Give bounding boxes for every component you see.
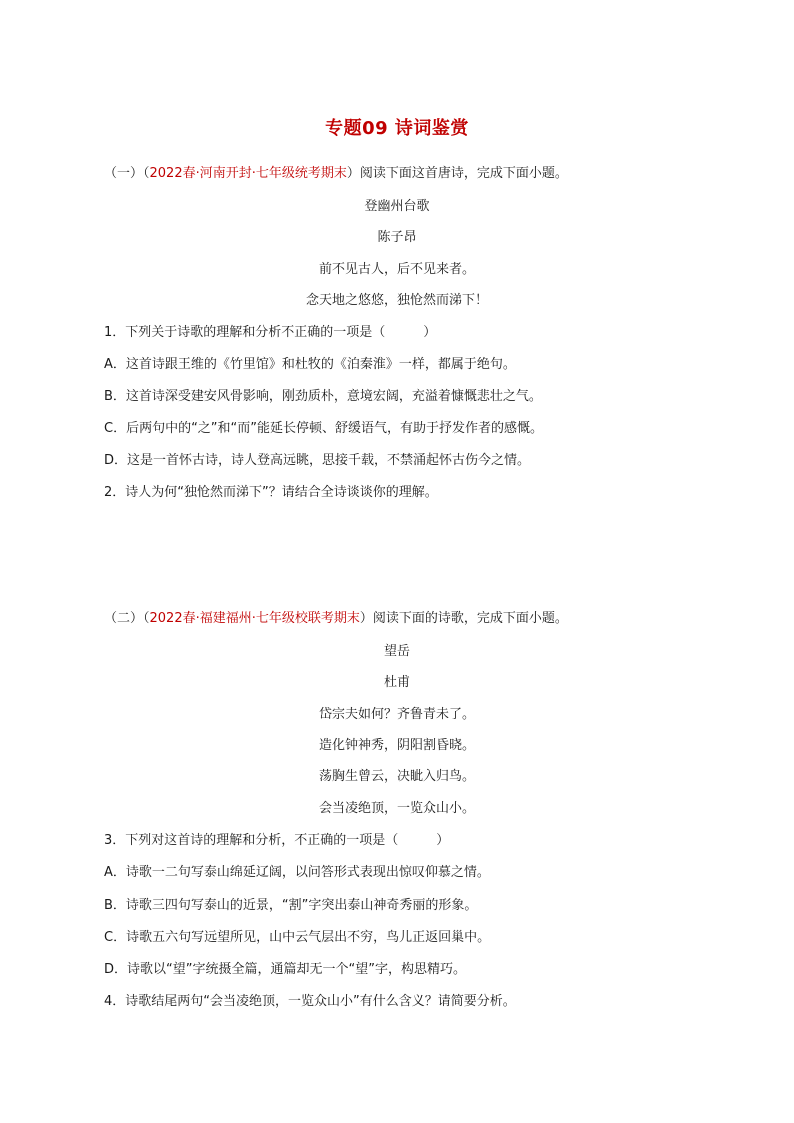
question-3-stem: 3．下列对这首诗的理解和分析，不正确的一项是（ ）: [104, 833, 450, 848]
question-3-option-a: A．诗歌一二句写泰山绵延辽阔，以问答形式表现出惊叹仰慕之情。: [104, 865, 490, 880]
question-1-option-c: C．后两句中的“之”和“而”能延长停顿、舒缓语气，有助于抒发作者的感慨。: [104, 421, 544, 436]
poem-2-line: 荡胸生曾云，决眦入归鸟。: [318, 769, 475, 784]
section-2-open: （二）（: [104, 611, 150, 626]
question-3-option-c: C．诗歌五六句写远望所见，山中云气层出不穷，鸟儿正返回巢中。: [104, 930, 491, 945]
section-2-instruction: 阅读下面的诗歌，完成下面小题。: [372, 611, 568, 626]
section-2-header: [104, 610, 568, 628]
poem-1-line: 前不见古人，后不见来者。: [318, 262, 475, 277]
page-title: 专题09 诗词鉴赏: [325, 118, 469, 139]
poem-2-author: 杜甫: [383, 675, 410, 690]
question-2: 2．诗人为何“独怆然而涕下”？请结合全诗谈谈你的理解。: [104, 485, 438, 500]
question-3-option-d: D．诗歌以“望”字统摄全篇，通篇却无一个“望”字，构思精巧。: [104, 962, 466, 977]
poem-2-line: 岱宗夫如何？齐鲁青未了。: [318, 707, 475, 722]
section-2-source: 2022春·福建福州·七年级校联考期末: [149, 611, 360, 626]
poem-1-title: 登幽州台歌: [364, 199, 430, 214]
question-1-option-a: A．这首诗跟王维的《竹里馆》和杜牧的《泊秦淮》一样，都属于绝句。: [104, 357, 516, 372]
poem-2-title: 望岳: [383, 644, 410, 659]
section-1-open: （一）（: [104, 166, 150, 181]
question-4: 4．诗歌结尾两句“会当凌绝顶，一览众山小”有什么含义？请简要分析。: [104, 994, 516, 1009]
section-1-source: 2022春·河南开封·七年级统考期末: [149, 166, 347, 181]
question-3-option-b: B．诗歌三四句写泰山的近景，“割”字突出泰山神奇秀丽的形象。: [104, 898, 478, 913]
section-2-close: ）: [359, 611, 373, 626]
poem-1-author: 陈子昂: [377, 230, 417, 245]
question-1-option-d: D．这是一首怀古诗，诗人登高远眺，思接千载，不禁涌起怀古伤今之情。: [104, 453, 531, 468]
section-1-close: ）: [346, 166, 360, 181]
poem-2-line: 造化钟神秀，阴阳割昏晓。: [318, 738, 475, 753]
poem-2-line: 会当凌绝顶，一览众山小。: [318, 801, 475, 816]
question-1-option-b: B．这首诗深受建安风骨影响，刚劲质朴，意境宏阔，充溢着慷慨悲壮之气。: [104, 389, 542, 404]
section-1-instruction: 阅读下面这首唐诗，完成下面小题。: [359, 166, 568, 181]
question-1-stem: 1．下列关于诗歌的理解和分析不正确的一项是（ ）: [104, 325, 437, 340]
section-1-header: [104, 165, 568, 183]
poem-1-line: 念天地之悠悠，独怆然而涕下！: [305, 293, 488, 308]
